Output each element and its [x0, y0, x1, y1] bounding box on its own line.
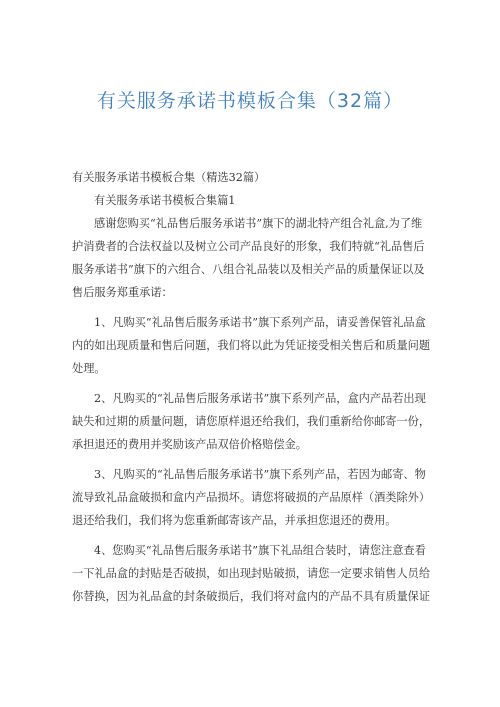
paragraph-line: 3、凡购买的“礼品售后服务承诺书”旗下系列产品，若因为邮寄、物	[94, 468, 426, 481]
document-title: 有关服务承诺书模板合集（32篇）	[96, 90, 404, 112]
paragraph-line: 1、凡购买“礼品售后服务承诺书”旗下系列产品，请妥善保管礼品盒	[94, 316, 426, 329]
paragraph-line: 2、凡购买的“礼品售后服务承诺书”旗下系列产品，盒内产品若出现	[94, 392, 426, 405]
paragraph-line: 缺失和过期的质量问题，请您原样退还给我们，我们重新给你邮寄一份，	[72, 415, 431, 428]
subtitle-line: 有关服务承诺书模板合集（精选32篇）	[72, 171, 266, 184]
paragraph-line: 流导致礼品盒破损和盒内产品损坏。请您将破损的产品原样（酒类除外）	[72, 491, 431, 504]
paragraph-line: 处理。	[72, 362, 106, 375]
paragraph-line: 服务承诺书”旗下的六组合、八组合礼品装以及相关产品的质量保证以及	[72, 263, 425, 276]
paragraph-line: 一下礼品盒的封贴是否破损，如出现封贴破损，请您一定要求销售人员给	[72, 567, 431, 580]
paragraph-line: 感谢您购买“礼品售后服务承诺书”旗下的湖北特产组合礼盒,为了维	[94, 217, 423, 230]
paragraph-line: 售后服务郑重承诺：	[72, 286, 173, 299]
paragraph-line: 你替换，因为礼品盒的封条破损后，我们将对盒内的产品不具有质量保证	[72, 590, 431, 603]
paragraph-line: 承担退还的费用并奖励该产品双倍价格赔偿金。	[72, 438, 307, 451]
paragraph-line: 退还给我们，我们将为您重新邮寄该产品，并承担您退还的费用。	[72, 514, 397, 527]
paragraph-line: 4、您购买“礼品售后服务承诺书”旗下礼品组合装时，请您注意查看	[94, 544, 426, 557]
document-body	[72, 166, 438, 608]
section-heading: 有关服务承诺书模板合集篇1	[94, 194, 236, 207]
paragraph-line: 内的如出现质量和售后问题，我们将以此为凭证接受相关售后和质量问题	[72, 339, 431, 352]
paragraph-line: 护消费者的合法权益以及树立公司产品良好的形象，我们特就“礼品售后	[72, 240, 425, 253]
